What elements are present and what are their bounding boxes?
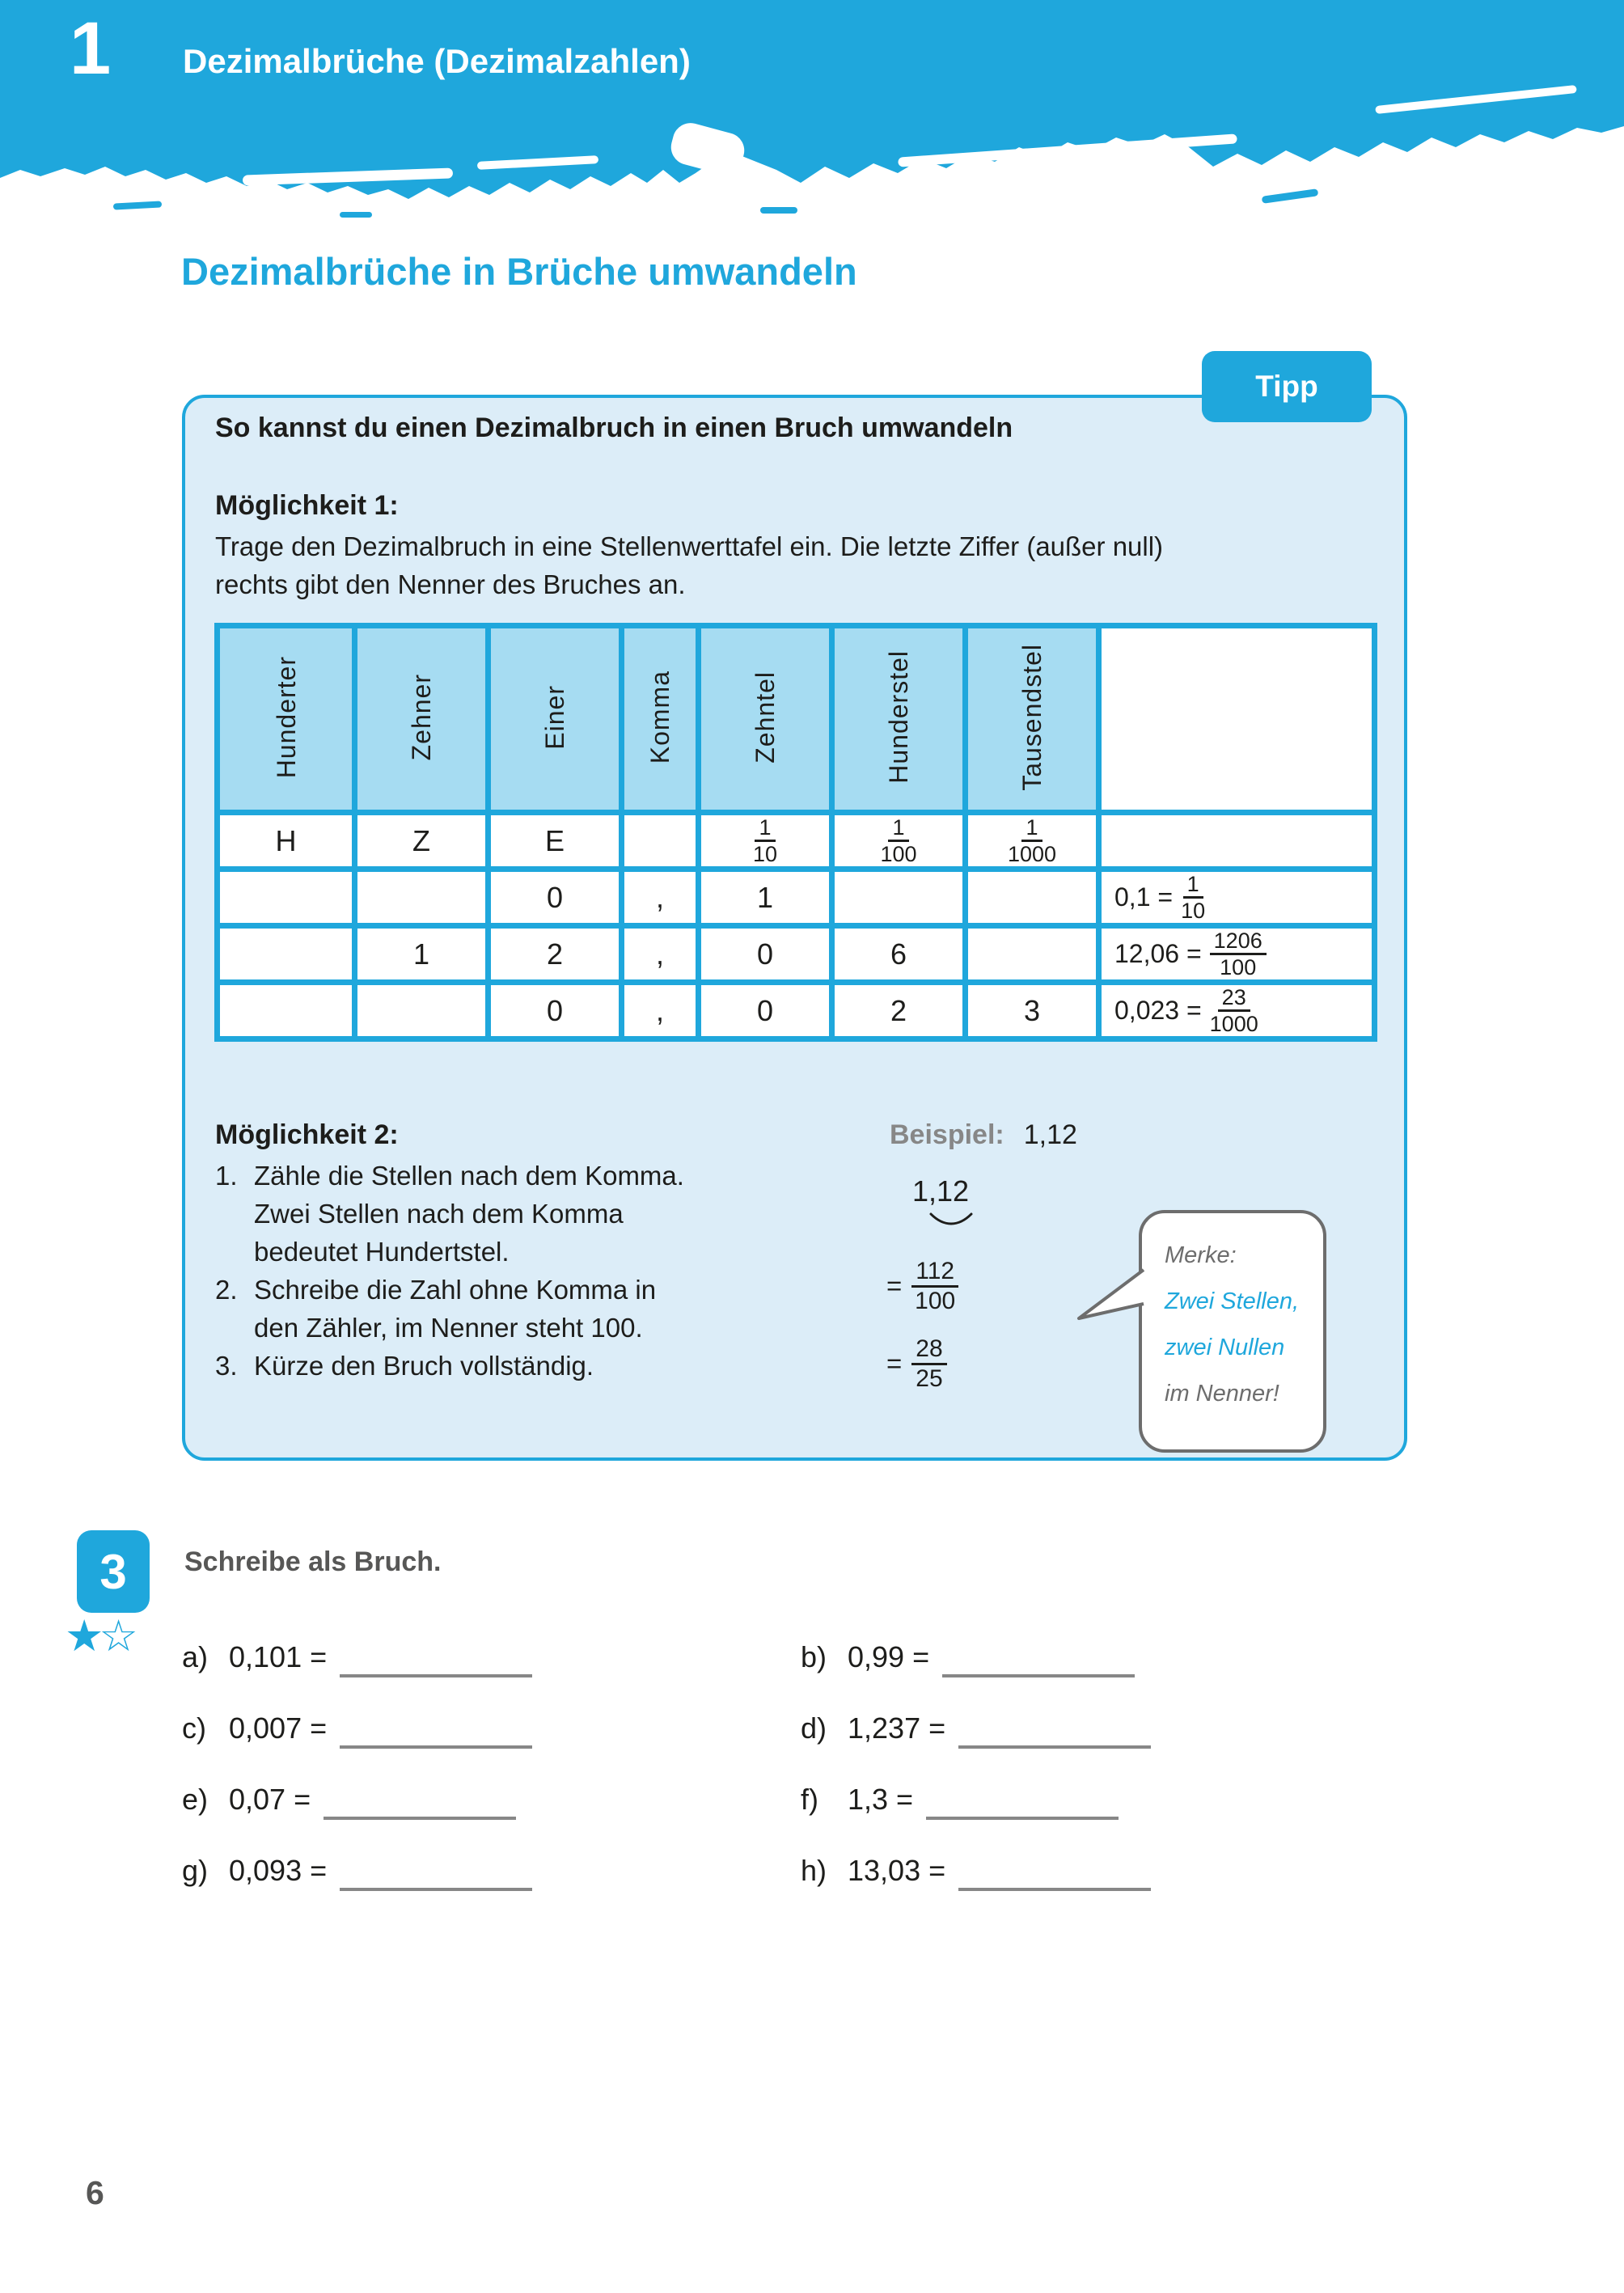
fraction-denominator: 100 [880, 842, 917, 866]
column-header-label: Hunderter [271, 655, 301, 779]
brush-speck [760, 207, 797, 214]
column-header-label: Hunderstel [884, 650, 913, 784]
method1-text-line: Trage den Dezimalbruch in eine Stellenwerttafel ein. Die letzte Ziffer (außer null) [215, 531, 1164, 561]
exercise-item [801, 1640, 1135, 1677]
table-cell: , [622, 869, 699, 926]
step-text-line: Kürze den Bruch vollständig. [254, 1351, 594, 1381]
table-cell: H [218, 813, 355, 869]
fraction-numerator: 23 [1218, 986, 1250, 1012]
column-header-label: Zehner [407, 673, 436, 761]
table-header-row [218, 626, 1375, 813]
method1-text-line: rechts gibt den Nenner des Bruches an. [215, 569, 686, 599]
answer-blank[interactable] [340, 1854, 532, 1891]
table-row [218, 926, 1375, 983]
page-title: Dezimalbrüche in Brüche umwandeln [181, 250, 857, 293]
column-header [966, 626, 1099, 813]
item-expression: 0,99 = [848, 1640, 930, 1673]
table-cell [966, 813, 1099, 869]
fraction [1008, 816, 1056, 866]
table-row [218, 813, 1375, 869]
difficulty-stars [65, 1612, 133, 1661]
fraction-denominator: 100 [915, 1287, 956, 1314]
equals-sign: = [886, 1271, 903, 1301]
method1-text [215, 527, 1380, 603]
fraction [753, 816, 777, 866]
exercise-item [182, 1711, 532, 1749]
column-header-label: Zehntel [751, 671, 780, 764]
chapter-title: Dezimalbrüche (Dezimalzahlen) [183, 42, 691, 80]
fraction-denominator: 1000 [1209, 1012, 1258, 1036]
item-expression: 0,093 = [229, 1854, 328, 1887]
exercise-item [801, 1783, 1119, 1820]
column-header-label: Tausendstel [1017, 643, 1047, 791]
star-filled-icon: ★ [65, 1612, 99, 1661]
exercise-item [801, 1854, 1151, 1891]
equals-sign: = [886, 1348, 903, 1378]
step-text [254, 1347, 594, 1385]
step-text-line: Zähle die Stellen nach dem Komma. [254, 1161, 684, 1191]
cell-equation [1114, 929, 1267, 979]
table-cell [1099, 813, 1375, 869]
table-cell: 6 [832, 926, 966, 983]
answer-blank[interactable] [324, 1783, 516, 1820]
fraction-denominator: 10 [752, 842, 778, 866]
exercise-item [182, 1640, 532, 1677]
item-label: f) [801, 1783, 818, 1816]
table-row [218, 869, 1375, 926]
equation-text: 0,1 = [1114, 882, 1174, 912]
fraction [1210, 929, 1267, 979]
column-header [622, 626, 699, 813]
item-label: g) [182, 1854, 209, 1887]
table-cell [218, 869, 355, 926]
fraction-numerator: 1206 [1210, 929, 1267, 955]
item-label: e) [182, 1783, 209, 1816]
step-text [254, 1271, 656, 1347]
brush-speck [113, 201, 162, 209]
star-outline-icon: ☆ [99, 1612, 133, 1661]
column-header [218, 626, 355, 813]
table-cell: 1 [699, 869, 832, 926]
table-cell [355, 983, 488, 1039]
step-text-line: Zwei Stellen nach dem Komma [254, 1199, 624, 1229]
item-expression: 1,3 = [848, 1783, 914, 1816]
cell-equation [1114, 873, 1205, 923]
table-cell: Z [355, 813, 488, 869]
example-heading [890, 1119, 1077, 1151]
step-text-line: den Zähler, im Nenner steht 100. [254, 1313, 643, 1343]
fraction [911, 1336, 946, 1391]
answer-blank[interactable] [926, 1783, 1119, 1820]
answer-blank[interactable] [340, 1640, 532, 1677]
fraction-denominator: 10 [1181, 899, 1206, 923]
item-label: a) [182, 1640, 209, 1673]
method2-step [215, 1157, 684, 1271]
step-text [254, 1157, 684, 1271]
example-value: 1,12 [1023, 1119, 1077, 1150]
step-text-line: bedeutet Hundertstel. [254, 1237, 510, 1267]
column-header [488, 626, 622, 813]
step-number: 3. [215, 1351, 238, 1381]
chapter-number: 1 [70, 7, 112, 90]
item-expression: 13,03 = [848, 1854, 946, 1887]
cell-equation [1114, 986, 1258, 1036]
table-cell: 0 [488, 983, 622, 1039]
table-cell: 3 [966, 983, 1099, 1039]
column-header [1099, 626, 1375, 813]
fraction-numerator: 1 [1021, 816, 1042, 842]
item-expression: 1,237 = [848, 1711, 946, 1745]
fraction [880, 816, 916, 866]
answer-blank[interactable] [942, 1640, 1135, 1677]
exercise-number-badge: 3 [77, 1530, 150, 1613]
example-label: Beispiel: [890, 1119, 1004, 1150]
step-text-line: Schreibe die Zahl ohne Komma in [254, 1275, 657, 1305]
bubble-text-line: zwei Nullen [1165, 1335, 1285, 1360]
table-row [218, 983, 1375, 1039]
table-cell: , [622, 926, 699, 983]
calc-step [886, 1336, 947, 1391]
fraction [911, 1259, 958, 1314]
item-label: b) [801, 1640, 827, 1673]
table-cell: 0 [488, 869, 622, 926]
fraction-denominator: 1000 [1007, 842, 1057, 866]
table-cell: 2 [488, 926, 622, 983]
step-number: 1. [215, 1161, 238, 1191]
bubble-text-line: Zwei Stellen, [1165, 1288, 1300, 1314]
brush-speck [340, 212, 372, 218]
underbrace-icon [928, 1212, 974, 1226]
answer-blank[interactable] [958, 1854, 1151, 1891]
table-cell [218, 983, 355, 1039]
column-header-label: Einer [540, 684, 569, 750]
column-header [699, 626, 832, 813]
exercise-item [182, 1854, 532, 1891]
method1-title: Möglichkeit 1: [215, 490, 399, 521]
calc-step [886, 1259, 958, 1314]
table-cell [622, 813, 699, 869]
method2-step [215, 1271, 656, 1347]
method2-step [215, 1347, 594, 1385]
table-cell: 1 [355, 926, 488, 983]
item-label: d) [801, 1711, 827, 1745]
table-cell [355, 869, 488, 926]
table-cell [832, 869, 966, 926]
step-number: 2. [215, 1275, 238, 1305]
table-cell [1099, 926, 1375, 983]
table-cell: 0 [699, 983, 832, 1039]
fraction-numerator: 1 [888, 816, 908, 842]
fraction [1181, 873, 1205, 923]
column-header [832, 626, 966, 813]
page-number: 6 [86, 2174, 104, 2211]
fraction-numerator: 28 [911, 1336, 946, 1365]
fraction-numerator: 112 [911, 1259, 958, 1288]
table-cell [699, 813, 832, 869]
fraction-denominator: 25 [916, 1364, 943, 1392]
fraction-numerator: 1 [1183, 873, 1203, 899]
item-expression: 0,07 = [229, 1783, 311, 1816]
table-cell [1099, 869, 1375, 926]
column-header-label: Komma [645, 670, 675, 764]
item-label: h) [801, 1854, 827, 1887]
table-cell [832, 813, 966, 869]
answer-blank[interactable] [958, 1711, 1151, 1749]
table-cell: E [488, 813, 622, 869]
merke-speech-bubble [1139, 1210, 1326, 1453]
table-cell: 2 [832, 983, 966, 1039]
bubble-text-line: Merke: [1165, 1242, 1237, 1268]
exercise-item [801, 1711, 1151, 1749]
fraction [1210, 986, 1258, 1036]
column-header [355, 626, 488, 813]
item-expression: 0,101 = [229, 1640, 328, 1673]
exercise-title: Schreibe als Bruch. [184, 1546, 442, 1577]
equation-text: 0,023 = [1114, 996, 1202, 1025]
equation-text: 12,06 = [1114, 939, 1202, 968]
item-label: c) [182, 1711, 206, 1745]
tip-heading: So kannst du einen Dezimalbruch in einen Bruch umwandeln [215, 412, 1013, 443]
table-cell: 0 [699, 926, 832, 983]
tip-tab: Tipp [1202, 351, 1372, 422]
table-cell [966, 926, 1099, 983]
brush-stroke-edge [0, 120, 1624, 205]
calc-start-value: 1,12 [912, 1174, 970, 1208]
fraction-denominator: 100 [1220, 955, 1257, 979]
place-value-table [214, 623, 1377, 1042]
fraction-numerator: 1 [755, 816, 775, 842]
table-cell: , [622, 983, 699, 1039]
bubble-text-line: im Nenner! [1165, 1381, 1279, 1407]
table-cell [1099, 983, 1375, 1039]
exercise-item [182, 1783, 516, 1820]
method2-title: Möglichkeit 2: [215, 1119, 399, 1150]
speech-bubble-tail [1076, 1267, 1147, 1330]
answer-blank[interactable] [340, 1711, 532, 1749]
table-cell [218, 926, 355, 983]
table-cell [966, 869, 1099, 926]
item-expression: 0,007 = [229, 1711, 328, 1745]
